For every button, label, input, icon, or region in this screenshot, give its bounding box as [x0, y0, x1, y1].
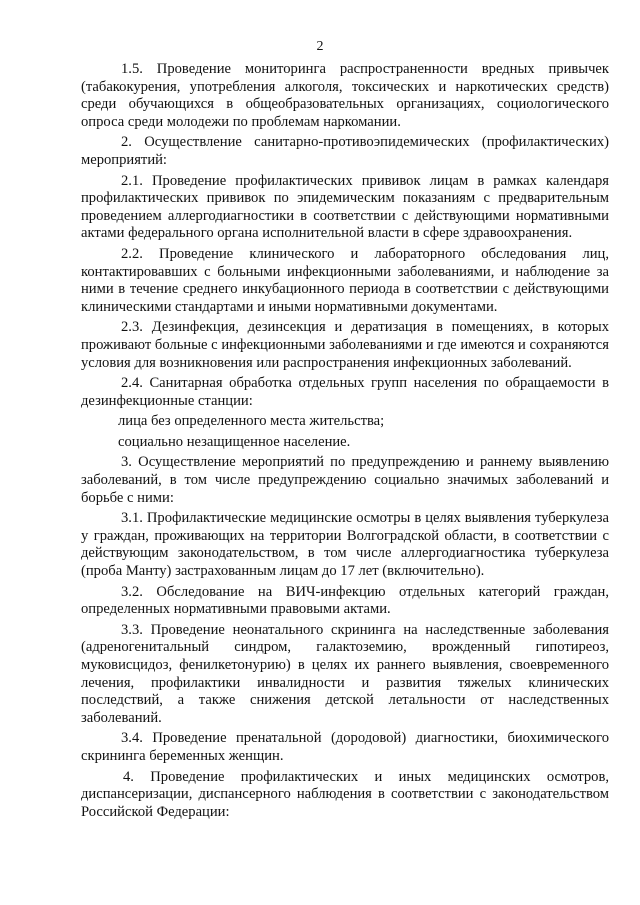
paragraph-2-1: 2.1. Проведение профилактических прививок лицам в рамках календаря профилактических прививок по эпидемическим показаниям с предварительным проведением аллергодиагностики в соответствии с действующими нормативными актами федерального органа исполнительной власти в сфере здравоохранения. — [81, 172, 609, 242]
paragraph-3-3: 3.3. Проведение неонатального скрининга на наследственные заболевания (адреногенитальный синдром, галактоземию, врожденный гипотиреоз, муковисцидоз, фенилкетонурию) в целях их раннего выявления, своевременного лечения, профилактики инвалидности и развития тяжелых клинических последствий, а также снижения детской летальности от наследственных заболеваний. — [81, 621, 609, 726]
paragraph-4: 4. Проведение профилактических и иных медицинских осмотров, диспансеризации, диспансерного наблюдения в соответствии с законодательством Российской Федерации: — [81, 768, 609, 820]
list-item-homeless: лица без определенного места жительства; — [118, 413, 385, 430]
paragraph-3-1: 3.1. Профилактические медицинские осмотры в целях выявления туберкулеза у граждан, проживающих на территории Волгоградской области, в соответствии с действующим законодательством, в том числе аллергодиагностика туберкулеза (проба Манту) застрахованным лицам до 17 лет (включительно). — [81, 510, 609, 580]
paragraph-1-5: 1.5. Проведение мониторинга распространенности вредных привычек (табакокурения, употребления алкоголя, токсических и наркотических средств) среди обучающихся в общеобразовательных организациях, социологического опроса среди молодежи по проблемам наркомании. — [81, 61, 609, 130]
paragraph-2-4: 2.4. Санитарная обработка отдельных групп населения по обращаемости в дезинфекционные станции: — [81, 375, 609, 409]
list-item-unprotected: социально незащищенное население. — [118, 433, 351, 450]
paragraph-3: 3. Осуществление мероприятий по предупреждению и раннему выявлению заболеваний, в том числе предупреждению социально значимых заболеваний и борьбе с ними: — [81, 454, 609, 506]
paragraph-2: 2. Осуществление санитарно-противоэпидемических (профилактических) мероприятий: — [81, 134, 609, 168]
paragraph-3-2: 3.2. Обследование на ВИЧ-инфекцию отдельных категорий граждан, определенных нормативными правовыми актами. — [81, 583, 609, 618]
paragraph-2-3: 2.3. Дезинфекция, дезинсекция и дератизация в помещениях, в которых проживают больные с инфекционными заболеваниями и где имеются и сохраняются условия для возникновения или распространения инфекционных заболеваний. — [81, 319, 609, 371]
paragraph-2-2: 2.2. Проведение клинического и лабораторного обследования лиц, контактировавших с больными инфекционными заболеваниями, и наблюдение за ними в течение среднего инкубационного периода в соответствии с действующими клиническими стандартами и иными нормативными документами. — [81, 245, 609, 315]
paragraph-3-4: 3.4. Проведение пренатальной (дородовой) диагностики, биохимического скрининга беременных женщин. — [81, 730, 609, 764]
page-number: 2 — [316, 39, 324, 54]
document-body — [81, 61, 609, 824]
